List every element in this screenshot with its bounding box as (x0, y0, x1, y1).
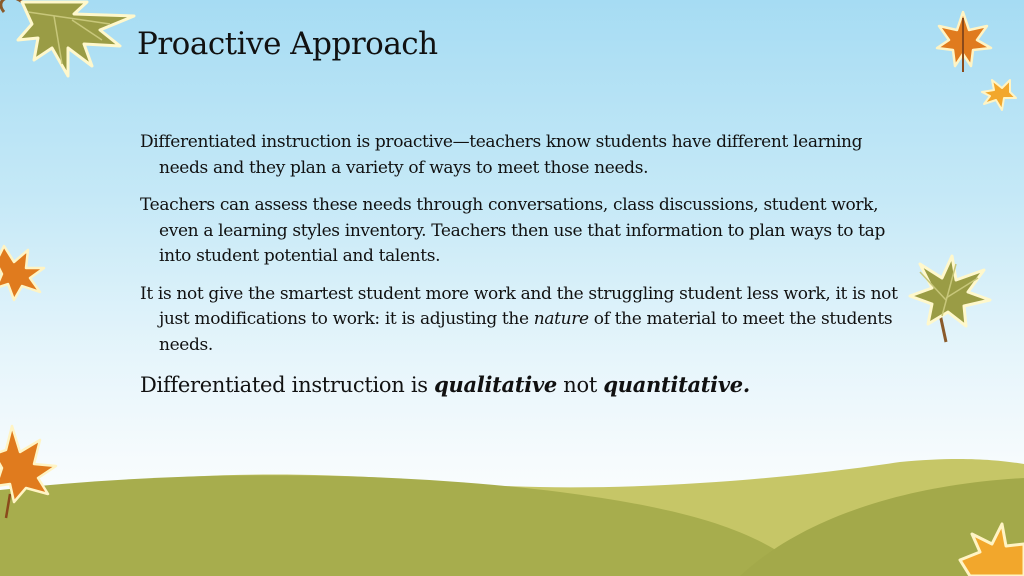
summary-text: Differentiated instruction is (140, 373, 435, 397)
paragraph-text: It is not give the smartest student more work and the struggling student less work, it is not just modifications to work: it is adjusting the (140, 283, 898, 329)
yellow-leaf-icon (978, 78, 1018, 112)
qualitative-emphasis: qualitative (434, 372, 557, 397)
orange-leaf-icon (0, 424, 60, 520)
summary-text: not (556, 373, 604, 397)
green-leaf-icon (0, 0, 142, 80)
green-leaf-icon (906, 250, 992, 346)
paragraph-text: of the material to meet the students needs. (159, 309, 893, 355)
summary-statement (140, 370, 910, 400)
emphasis-text: nature (533, 309, 589, 329)
body-paragraph: Teachers can assess these needs through conversations, class discussions, student work, even a learning styles inventory. Teachers then use that information to plan ways to tap into student potential and talents. (140, 195, 885, 266)
body-paragraph: Differentiated instruction is proactive—teachers know students have different learning needs and they plan a variety of ways to meet those needs. (140, 132, 863, 178)
orange-leaf-icon (935, 8, 995, 76)
quantitative-emphasis: quantitative. (603, 372, 750, 397)
body-paragraph (140, 282, 910, 359)
orange-leaf-icon (0, 240, 50, 304)
slide-body (140, 130, 910, 412)
yellow-leaf-icon (950, 520, 1024, 576)
slide-title: Proactive Approach (137, 26, 438, 62)
